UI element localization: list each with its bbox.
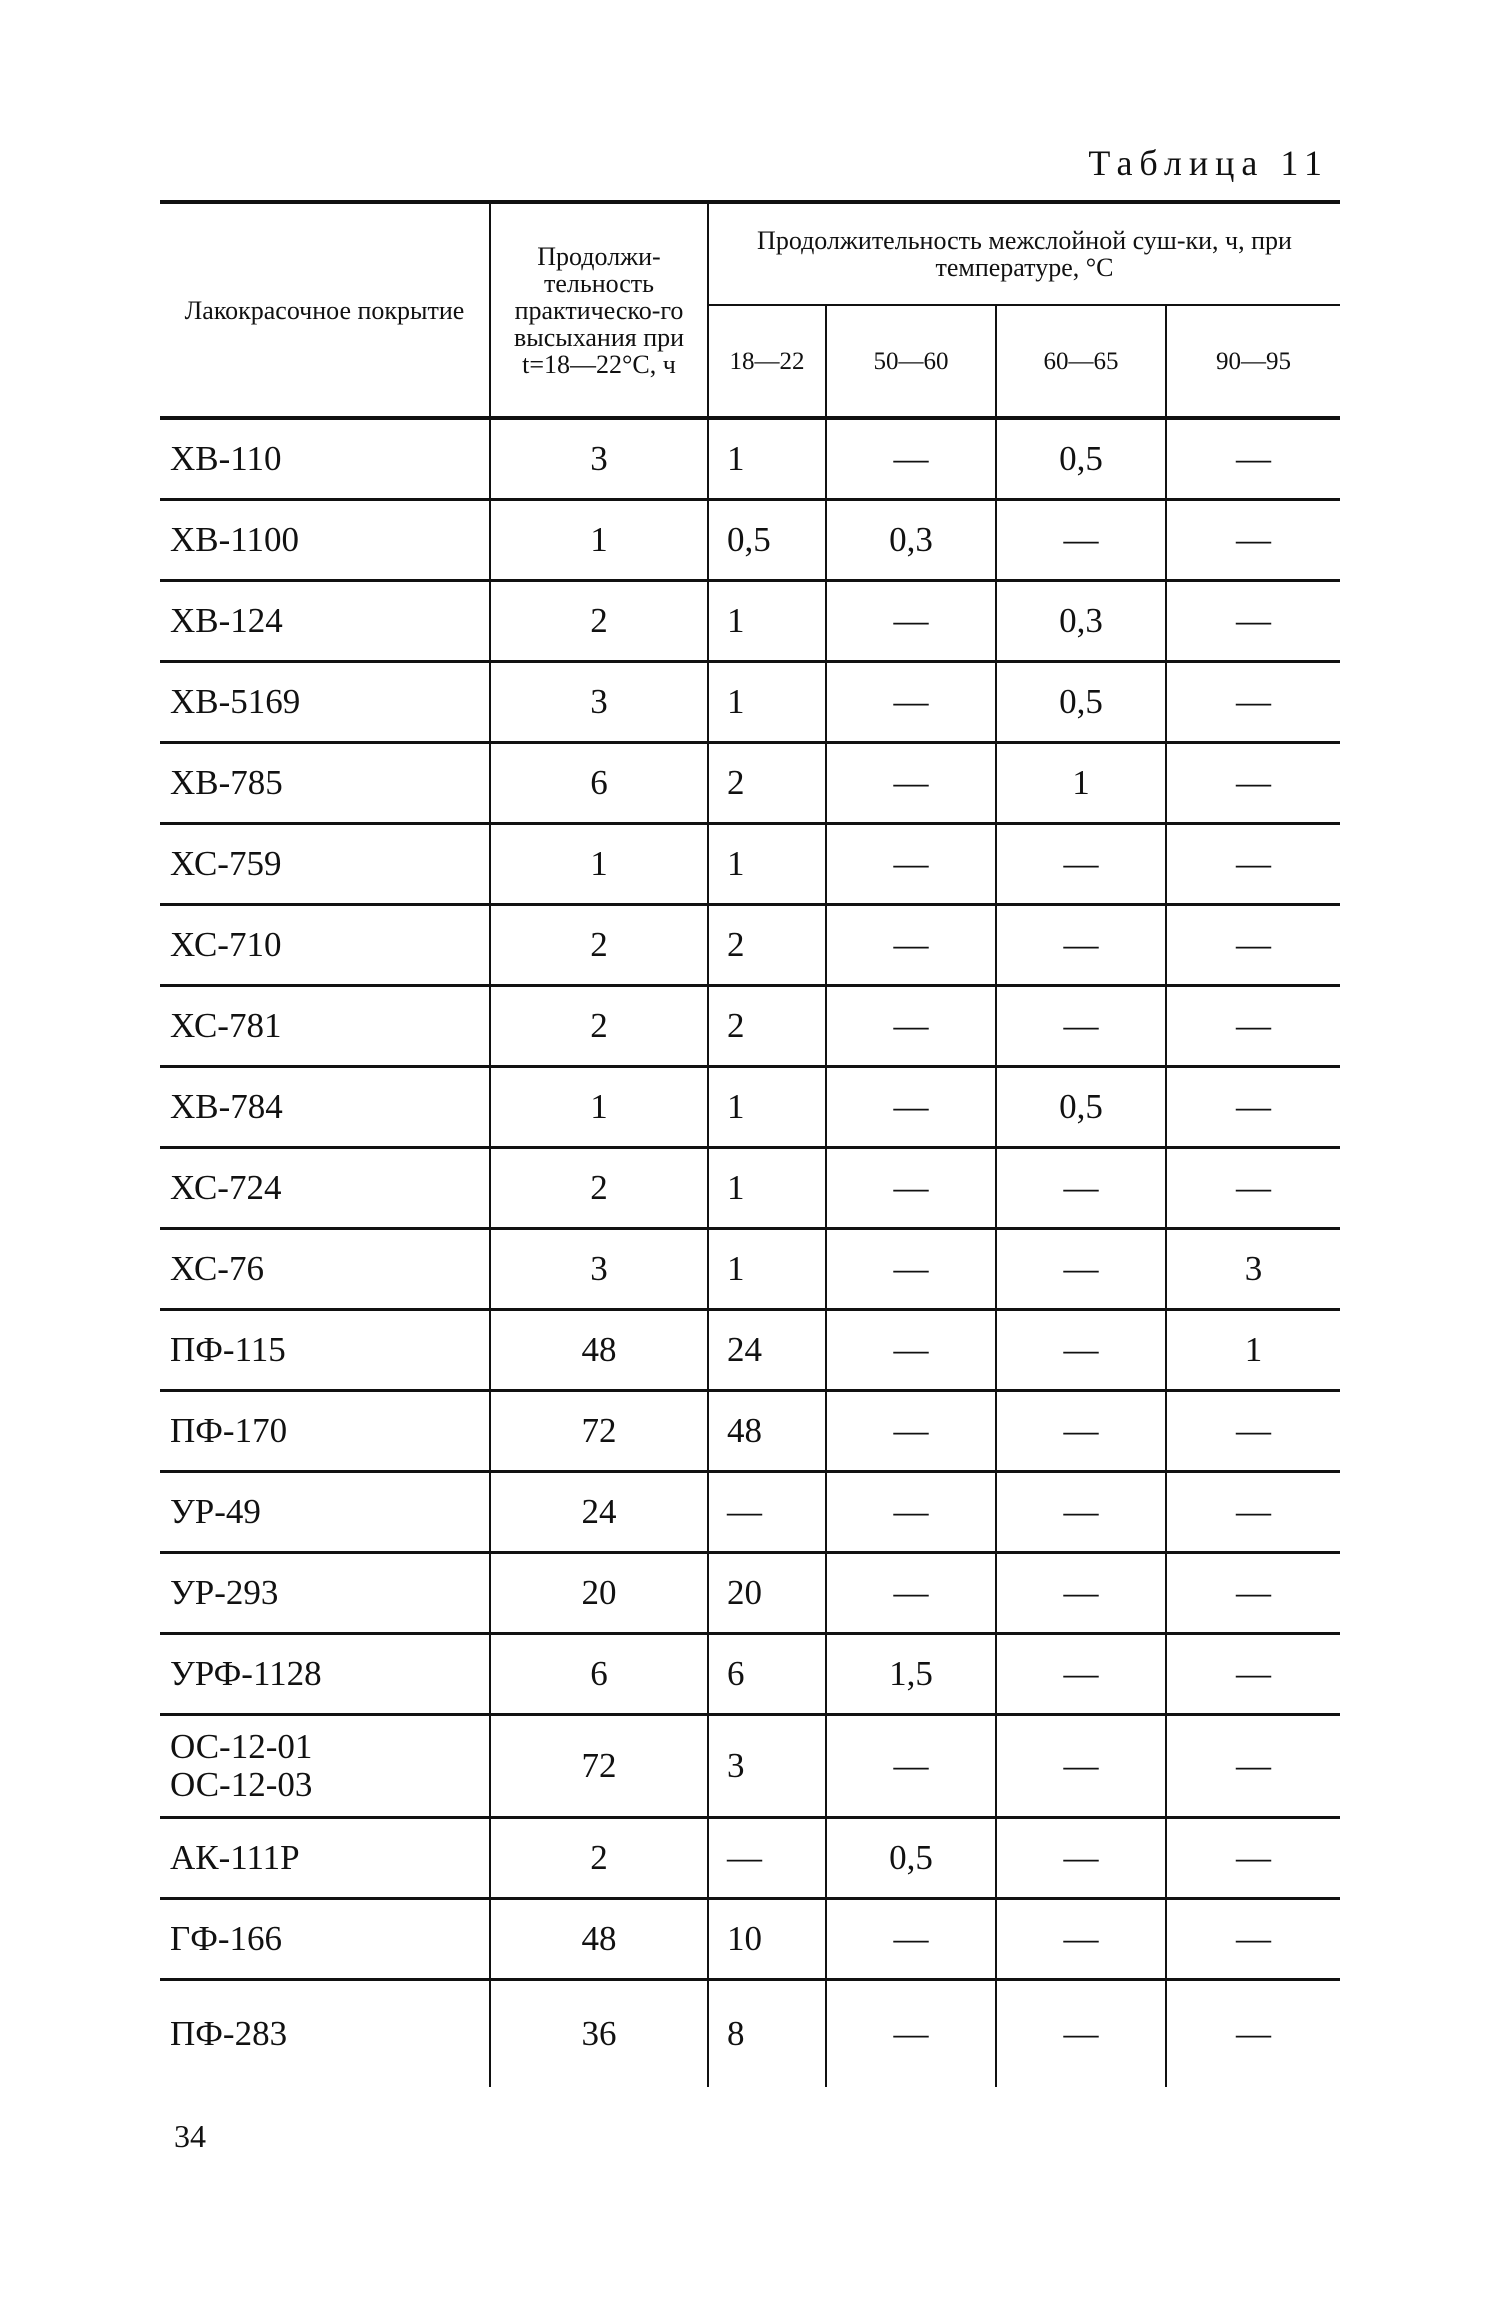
interlayer-drying-cell: — bbox=[826, 1899, 996, 1980]
table-row bbox=[160, 1715, 1340, 1818]
interlayer-drying-cell: — bbox=[1166, 1148, 1340, 1229]
header-coating: Лакокрасочное покрытие bbox=[160, 202, 490, 418]
table-row bbox=[160, 662, 1340, 743]
interlayer-drying-cell: — bbox=[1166, 743, 1340, 824]
interlayer-drying-cell: — bbox=[1166, 1067, 1340, 1148]
coating-name: ПФ-170 bbox=[170, 1411, 288, 1450]
interlayer-drying-cell: — bbox=[996, 1634, 1166, 1715]
coating-name: ГФ-166 bbox=[170, 1919, 283, 1958]
table-row bbox=[160, 1391, 1340, 1472]
interlayer-drying-cell: — bbox=[826, 986, 996, 1067]
coating-name: ХВ-5169 bbox=[170, 682, 301, 721]
coating-name-cell bbox=[160, 905, 490, 986]
interlayer-drying-cell: — bbox=[996, 1148, 1166, 1229]
coating-name: УРФ-1128 bbox=[170, 1654, 322, 1693]
practical-drying-cell: 1 bbox=[490, 1067, 708, 1148]
table-row bbox=[160, 1472, 1340, 1553]
coating-name-cell bbox=[160, 1229, 490, 1310]
drying-time-table bbox=[160, 200, 1340, 2087]
coating-name: ХС-724 bbox=[170, 1168, 282, 1207]
interlayer-drying-cell: — bbox=[826, 1715, 996, 1818]
header-interlayer-drying: Продолжительность межслойной суш-ки, ч, при температуре, °С bbox=[708, 202, 1340, 305]
practical-drying-cell: 2 bbox=[490, 1148, 708, 1229]
coating-name: ОС-12-01 bbox=[170, 1727, 313, 1766]
interlayer-drying-cell: — bbox=[1166, 1899, 1340, 1980]
interlayer-drying-cell: — bbox=[826, 1553, 996, 1634]
coating-name-cell bbox=[160, 1899, 490, 1980]
interlayer-drying-cell: — bbox=[996, 1310, 1166, 1391]
interlayer-drying-cell: — bbox=[1236, 2014, 1271, 2053]
interlayer-drying-cell: — bbox=[1166, 581, 1340, 662]
table-row bbox=[160, 905, 1340, 986]
interlayer-drying-cell: 2 bbox=[708, 986, 826, 1067]
interlayer-drying-cell: — bbox=[996, 905, 1166, 986]
coating-name: УР-293 bbox=[170, 1573, 279, 1612]
table-row bbox=[160, 1899, 1340, 1980]
interlayer-drying-cell: — bbox=[826, 1310, 996, 1391]
interlayer-drying-cell: 1 bbox=[708, 1148, 826, 1229]
interlayer-drying-cell: — bbox=[996, 986, 1166, 1067]
coating-name-cell bbox=[160, 1553, 490, 1634]
coating-name-cell bbox=[160, 581, 490, 662]
interlayer-drying-cell: 1,5 bbox=[826, 1634, 996, 1715]
interlayer-drying-cell: — bbox=[1166, 500, 1340, 581]
interlayer-drying-cell: — bbox=[826, 1229, 996, 1310]
coating-name-cell bbox=[160, 1310, 490, 1391]
practical-drying-cell: 72 bbox=[490, 1391, 708, 1472]
interlayer-drying-cell: — bbox=[826, 1391, 996, 1472]
interlayer-drying-cell: — bbox=[996, 1980, 1166, 2088]
interlayer-drying-cell: — bbox=[1166, 1472, 1340, 1553]
interlayer-drying-cell: — bbox=[996, 1229, 1166, 1310]
interlayer-drying-cell: — bbox=[826, 1148, 996, 1229]
interlayer-drying-cell: 0,5 bbox=[996, 662, 1166, 743]
practical-drying-cell: 2 bbox=[490, 986, 708, 1067]
interlayer-drying-cell: 1 bbox=[708, 581, 826, 662]
interlayer-drying-cell: — bbox=[708, 1472, 826, 1553]
table-row bbox=[160, 1553, 1340, 1634]
interlayer-drying-cell: 2 bbox=[708, 743, 826, 824]
practical-drying-cell: 36 bbox=[490, 1980, 708, 2088]
practical-drying-cell: 2 bbox=[490, 905, 708, 986]
interlayer-drying-cell: — bbox=[708, 1818, 826, 1899]
interlayer-drying-cell: — bbox=[996, 1391, 1166, 1472]
interlayer-drying-cell: 2 bbox=[708, 905, 826, 986]
table-row bbox=[160, 1067, 1340, 1148]
interlayer-drying-cell: — bbox=[826, 662, 996, 743]
interlayer-drying-cell: 48 bbox=[708, 1391, 826, 1472]
interlayer-drying-cell: — bbox=[1166, 824, 1340, 905]
coating-name: ПФ-283 bbox=[170, 2014, 288, 2053]
interlayer-drying-cell: 1 bbox=[1166, 1310, 1340, 1391]
interlayer-drying-cell: 20 bbox=[708, 1553, 826, 1634]
interlayer-drying-cell: 24 bbox=[708, 1310, 826, 1391]
interlayer-drying-cell: — bbox=[996, 500, 1166, 581]
interlayer-drying-cell: — bbox=[826, 824, 996, 905]
interlayer-drying-cell: 10 bbox=[708, 1899, 826, 1980]
interlayer-drying-cell: — bbox=[996, 1899, 1166, 1980]
interlayer-drying-cell: — bbox=[826, 418, 996, 500]
coating-name: ХВ-784 bbox=[170, 1087, 283, 1126]
coating-name-cell bbox=[160, 418, 490, 500]
practical-drying-cell: 1 bbox=[490, 500, 708, 581]
interlayer-drying-cell: — bbox=[1166, 1553, 1340, 1634]
interlayer-drying-cell: 8 bbox=[708, 1980, 826, 2088]
coating-name: АК-111Р bbox=[170, 1838, 300, 1877]
coating-name-cell bbox=[160, 824, 490, 905]
coating-name: ХС-76 bbox=[170, 1249, 264, 1288]
interlayer-drying-cell: 0,3 bbox=[996, 581, 1166, 662]
table-row bbox=[160, 743, 1340, 824]
table-row bbox=[160, 1634, 1340, 1715]
interlayer-drying-cell: — bbox=[996, 1715, 1166, 1818]
interlayer-drying-cell: 0,5 bbox=[996, 1067, 1166, 1148]
interlayer-drying-cell: — bbox=[1166, 986, 1340, 1067]
interlayer-drying-cell: 1 bbox=[996, 743, 1166, 824]
practical-drying-cell: 6 bbox=[490, 1634, 708, 1715]
coating-name-cell bbox=[160, 986, 490, 1067]
practical-drying-cell: 6 bbox=[490, 743, 708, 824]
practical-drying-cell: 72 bbox=[490, 1715, 708, 1818]
interlayer-drying-cell: — bbox=[826, 1980, 996, 2088]
coating-name: ХВ-124 bbox=[170, 601, 283, 640]
coating-name-cell bbox=[160, 1634, 490, 1715]
coating-name-cell bbox=[160, 1391, 490, 1472]
practical-drying-cell: 3 bbox=[490, 418, 708, 500]
coating-name-cell bbox=[160, 1818, 490, 1899]
table-row bbox=[160, 986, 1340, 1067]
header-temp-18-22: 18—22 bbox=[708, 305, 826, 418]
practical-drying-cell: 1 bbox=[490, 824, 708, 905]
table-caption: Таблица 11 bbox=[1088, 143, 1329, 183]
interlayer-drying-cell: 1 bbox=[708, 418, 826, 500]
practical-drying-cell: 24 bbox=[490, 1472, 708, 1553]
page-number: 34 bbox=[174, 2118, 206, 2154]
interlayer-drying-cell: — bbox=[1166, 662, 1340, 743]
header-practical-drying: Продолжи-тельность практическо-го высыхания при t=18—22°С, ч bbox=[490, 202, 708, 418]
coating-name-cell bbox=[160, 1148, 490, 1229]
coating-name-cell bbox=[160, 1715, 490, 1818]
coating-name-cell bbox=[160, 1980, 490, 2088]
interlayer-drying-cell: 3 bbox=[708, 1715, 826, 1818]
interlayer-drying-cell: — bbox=[826, 1067, 996, 1148]
coating-name-cell bbox=[160, 500, 490, 581]
coating-name: ХС-781 bbox=[170, 1006, 282, 1045]
table-row bbox=[160, 581, 1340, 662]
practical-drying-cell: 2 bbox=[490, 581, 708, 662]
table-row bbox=[160, 1310, 1340, 1391]
coating-name-cell bbox=[160, 1472, 490, 1553]
coating-name-cell bbox=[160, 662, 490, 743]
interlayer-drying-cell: — bbox=[996, 1472, 1166, 1553]
interlayer-drying-cell: 1 bbox=[708, 1067, 826, 1148]
coating-name-cell bbox=[160, 1067, 490, 1148]
coating-name: ПФ-115 bbox=[170, 1330, 286, 1369]
table-row bbox=[160, 500, 1340, 581]
interlayer-drying-cell: 0,5 bbox=[826, 1818, 996, 1899]
coating-name: ХС-759 bbox=[170, 844, 282, 883]
practical-drying-cell: 20 bbox=[490, 1553, 708, 1634]
interlayer-drying-cell: — bbox=[826, 905, 996, 986]
interlayer-drying-cell: 0,5 bbox=[708, 500, 826, 581]
table-row bbox=[160, 1980, 1340, 2088]
table-row bbox=[160, 1148, 1340, 1229]
interlayer-drying-cell: — bbox=[1166, 1818, 1340, 1899]
interlayer-drying-cell: — bbox=[996, 824, 1166, 905]
interlayer-drying-cell: — bbox=[1166, 1634, 1340, 1715]
interlayer-drying-cell: 1 bbox=[708, 662, 826, 743]
interlayer-drying-cell: 1 bbox=[708, 824, 826, 905]
interlayer-drying-cell: 0,5 bbox=[996, 418, 1166, 500]
table-body bbox=[160, 418, 1340, 2087]
interlayer-drying-cell: — bbox=[1166, 418, 1340, 500]
interlayer-drying-cell: — bbox=[826, 581, 996, 662]
interlayer-drying-cell: 3 bbox=[1166, 1229, 1340, 1310]
interlayer-drying-cell: 1 bbox=[708, 1229, 826, 1310]
table-row bbox=[160, 824, 1340, 905]
interlayer-drying-cell: — bbox=[826, 1472, 996, 1553]
coating-name: ОС-12-03 bbox=[170, 1765, 313, 1804]
coating-name: ХВ-785 bbox=[170, 763, 283, 802]
interlayer-drying-cell: — bbox=[1166, 1715, 1340, 1818]
interlayer-drying-cell: — bbox=[1166, 905, 1340, 986]
table-row bbox=[160, 1229, 1340, 1310]
interlayer-drying-cell: — bbox=[1166, 1391, 1340, 1472]
interlayer-drying-cell: — bbox=[996, 1818, 1166, 1899]
coating-name: ХВ-1100 bbox=[170, 520, 299, 559]
practical-drying-cell: 3 bbox=[490, 1229, 708, 1310]
coating-name: УР-49 bbox=[170, 1492, 261, 1531]
interlayer-drying-cell: — bbox=[996, 1553, 1166, 1634]
header-temp-50-60: 50—60 bbox=[826, 305, 996, 418]
interlayer-drying-cell: 0,3 bbox=[826, 500, 996, 581]
table-row bbox=[160, 418, 1340, 500]
practical-drying-cell: 3 bbox=[490, 662, 708, 743]
interlayer-drying-cell: 6 bbox=[708, 1634, 826, 1715]
table-row bbox=[160, 1818, 1340, 1899]
coating-name: ХС-710 bbox=[170, 925, 282, 964]
practical-drying-cell: 2 bbox=[490, 1818, 708, 1899]
practical-drying-cell: 48 bbox=[490, 1310, 708, 1391]
coating-name-cell bbox=[160, 743, 490, 824]
interlayer-drying-cell: — bbox=[826, 743, 996, 824]
header-temp-60-65: 60—65 bbox=[996, 305, 1166, 418]
practical-drying-cell: 48 bbox=[490, 1899, 708, 1980]
coating-name: ХВ-110 bbox=[170, 439, 282, 478]
header-temp-90-95: 90—95 bbox=[1166, 305, 1340, 418]
